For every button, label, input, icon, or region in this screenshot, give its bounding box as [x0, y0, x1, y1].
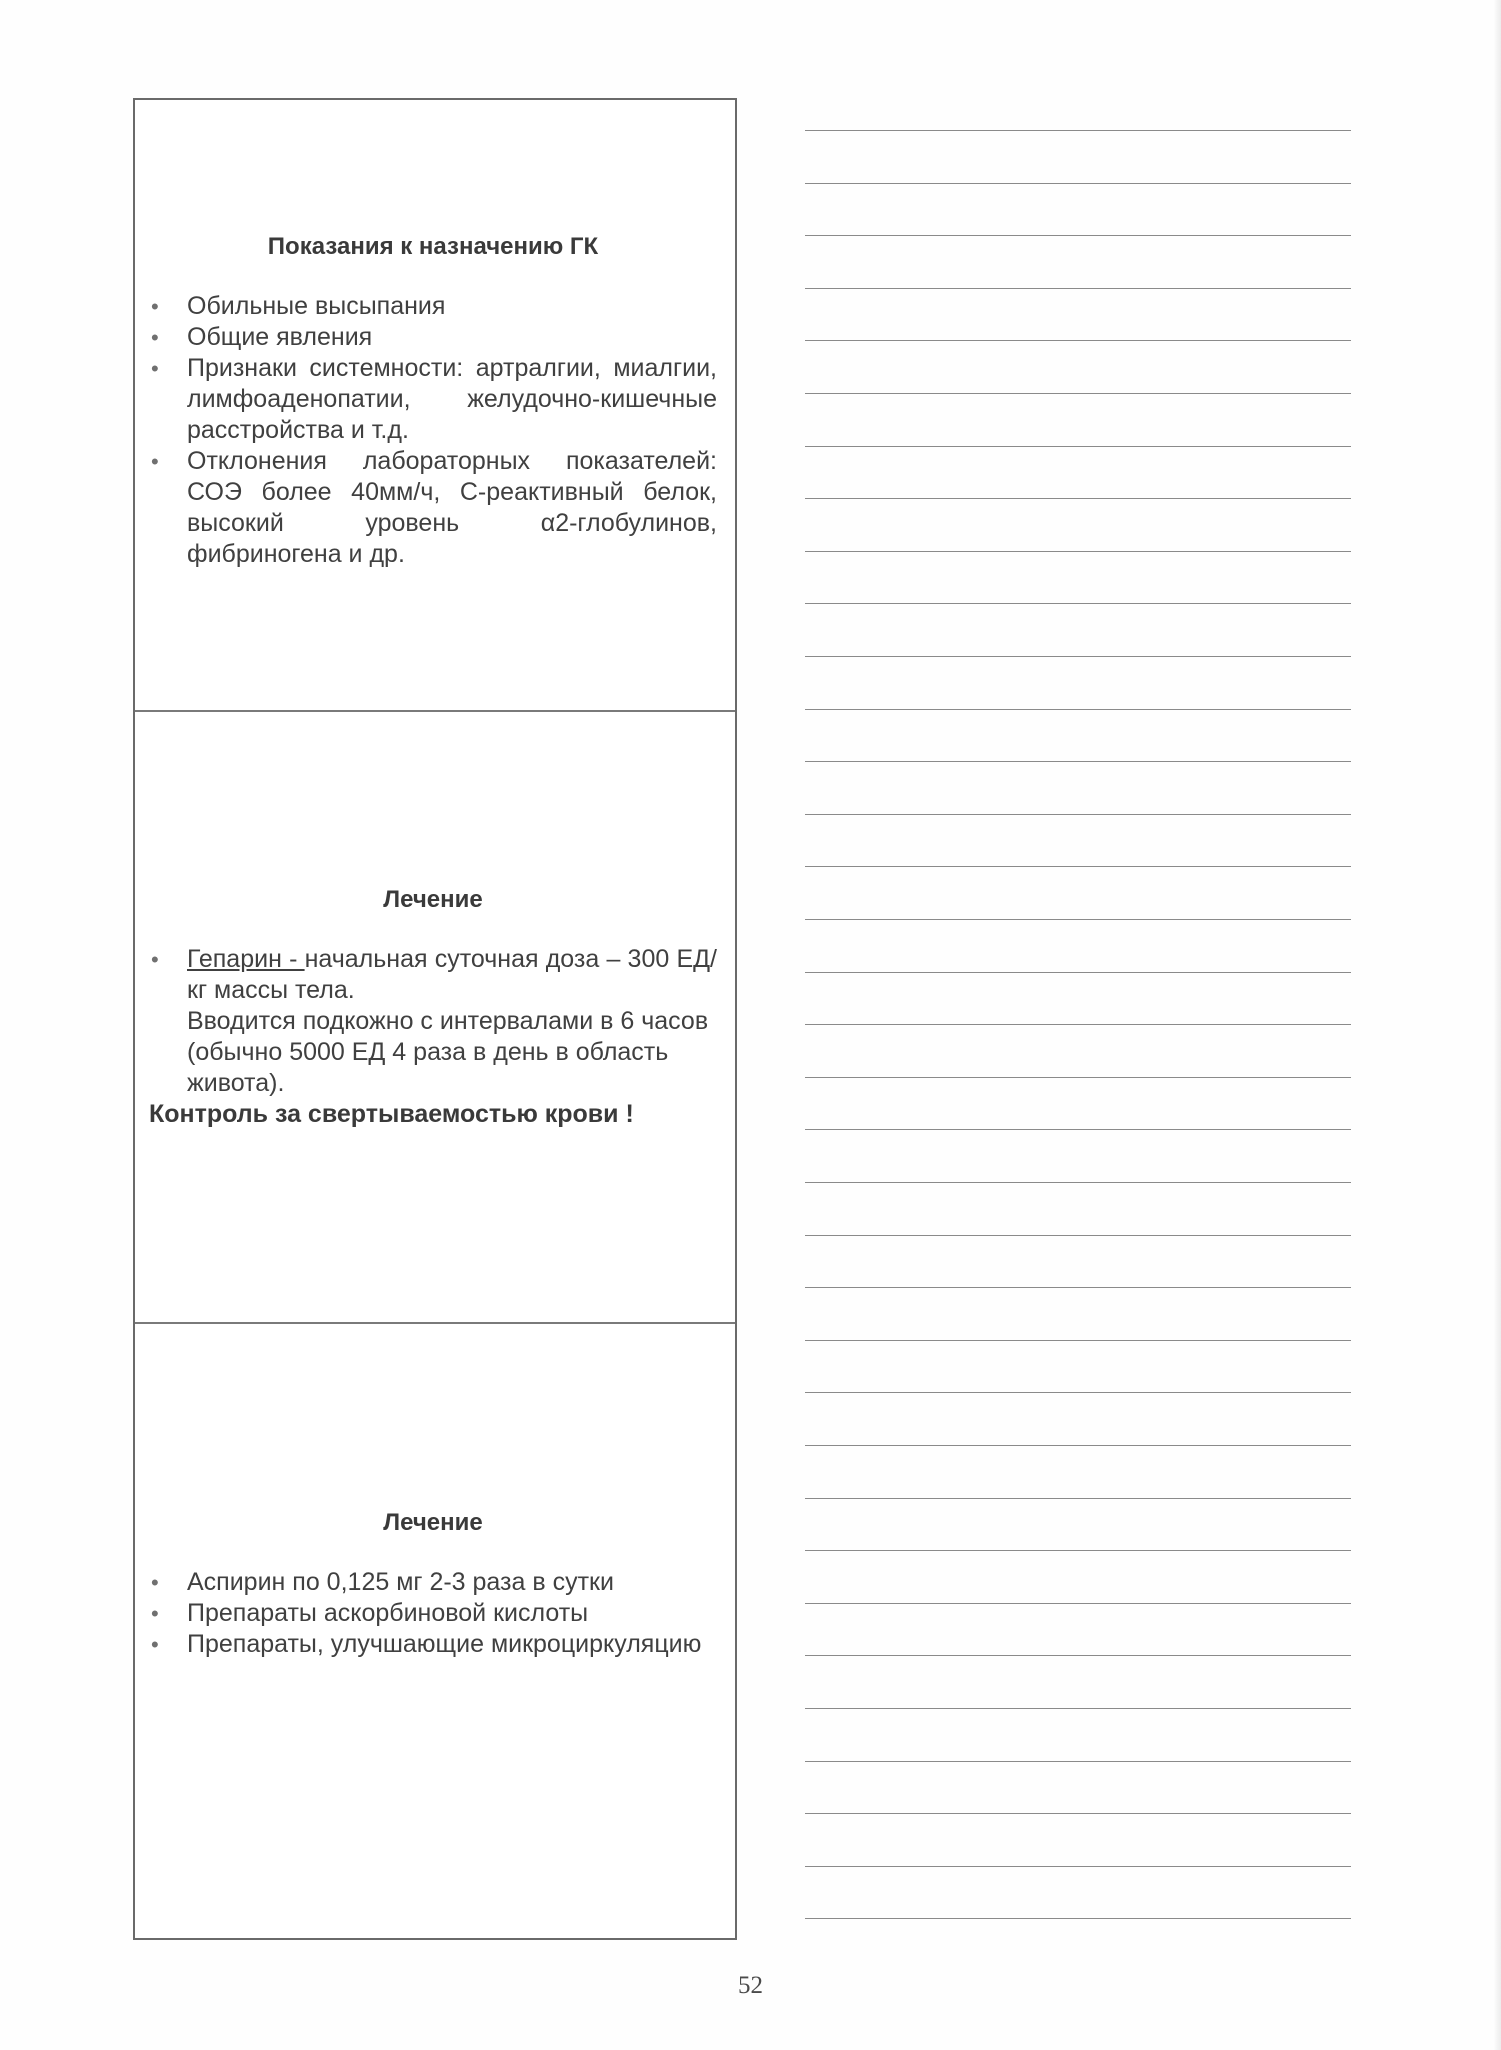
note-line: [805, 1287, 1351, 1288]
note-line: [805, 656, 1351, 657]
slide-aspirin-treatment: [135, 1322, 735, 1938]
list-item: • Обильные высыпания: [149, 291, 717, 322]
page-edge-shadow: [1493, 0, 1501, 2050]
slide-gk-indications: [135, 100, 735, 710]
note-line: [805, 1445, 1351, 1446]
note-line: [805, 1655, 1351, 1656]
note-line: [805, 1498, 1351, 1499]
note-line: [805, 972, 1351, 973]
note-line: [805, 130, 1351, 131]
note-line: [805, 498, 1351, 499]
note-line: [805, 288, 1351, 289]
bullet-list: [149, 291, 717, 570]
warning-text: Контроль за свертываемостью крови !: [149, 1100, 634, 1128]
note-line: [805, 1708, 1351, 1709]
note-line: [805, 1918, 1351, 1919]
slide-title: Показания к назначению ГК: [267, 233, 599, 260]
list-item: • Аспирин по 0,125 мг 2-3 раза в сутки: [149, 1567, 717, 1598]
note-line: [805, 340, 1351, 341]
note-line: [805, 235, 1351, 236]
note-line: [805, 814, 1351, 815]
slides-panel: [133, 98, 737, 1940]
note-line: [805, 1235, 1351, 1236]
note-line: [805, 393, 1351, 394]
note-line: [805, 1129, 1351, 1130]
note-line: [805, 1340, 1351, 1341]
slide-title: Лечение: [383, 1509, 483, 1536]
note-line: [805, 446, 1351, 447]
list-item: • Отклонения лабораторных показателей: СОЭ более 40мм/ч, С-реактивный белок, высокий уровень α2-глобулинов, фибриногена и др.: [149, 446, 717, 570]
list-item: • Общие явления: [149, 322, 717, 353]
note-line: [805, 1077, 1351, 1078]
note-line: [805, 1866, 1351, 1867]
list-item: • Признаки системности: артралгии, миалгии, лимфоаденопатии, желудочно-кишечные расстройства и т.д.: [149, 353, 717, 446]
note-line: [805, 866, 1351, 867]
note-line: [805, 761, 1351, 762]
page-number: 52: [738, 1972, 763, 1999]
administration-note: Вводится подкожно с интервалами в 6 часов (обычно 5000 ЕД 4 раза в день в область живота).: [187, 1007, 709, 1097]
slide-title: Лечение: [383, 886, 483, 913]
bullet-list: [149, 944, 717, 1006]
note-line: [805, 1550, 1351, 1551]
bullet-list: [149, 1567, 717, 1660]
note-line: [805, 1813, 1351, 1814]
list-item: • Препараты аскорбиновой кислоты: [149, 1598, 717, 1629]
slide-heparin-treatment: [135, 710, 735, 1322]
note-line: [805, 1182, 1351, 1183]
note-line: [805, 551, 1351, 552]
drug-dosage: начальная суточная доза – 300 ЕД/кг массы тела.: [187, 945, 718, 1004]
note-line: [805, 709, 1351, 710]
note-line: [805, 1392, 1351, 1393]
note-line: [805, 919, 1351, 920]
note-line: [805, 183, 1351, 184]
note-line: [805, 1603, 1351, 1604]
note-line: [805, 1761, 1351, 1762]
list-item: [149, 944, 717, 1006]
note-line: [805, 1024, 1351, 1025]
drug-name: Гепарин -: [187, 945, 305, 973]
list-item: • Препараты, улучшающие микроциркуляцию: [149, 1629, 717, 1660]
note-line: [805, 603, 1351, 604]
